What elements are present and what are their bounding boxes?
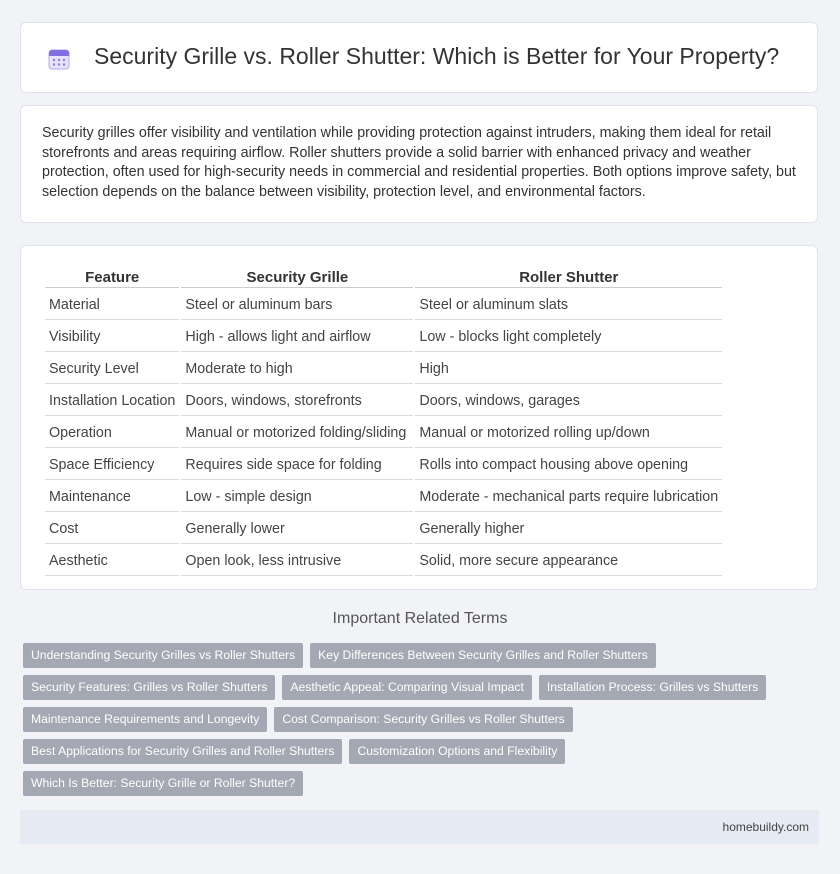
related-term-tag[interactable]: Understanding Security Grilles vs Roller Shutters xyxy=(23,643,303,668)
table-row xyxy=(45,546,722,576)
cell-roller-shutter: Generally higher xyxy=(415,514,722,544)
cell-feature: Material xyxy=(45,290,179,320)
tag-row xyxy=(23,739,813,764)
table-row xyxy=(45,418,722,448)
table-row xyxy=(45,450,722,480)
header-security-grille: Security Grille xyxy=(181,268,413,288)
tag-row xyxy=(23,707,813,732)
table-row xyxy=(45,354,722,384)
footer-site-link[interactable]: homebuildy.com xyxy=(722,820,809,834)
cell-security-grille: Doors, windows, storefronts xyxy=(181,386,413,416)
related-term-tag[interactable]: Maintenance Requirements and Longevity xyxy=(23,707,267,732)
tag-row xyxy=(23,675,813,700)
table-header-row xyxy=(45,268,722,288)
cell-security-grille: Manual or motorized folding/sliding xyxy=(181,418,413,448)
related-term-tag[interactable]: Customization Options and Flexibility xyxy=(349,739,565,764)
cell-feature: Visibility xyxy=(45,322,179,352)
cell-feature: Cost xyxy=(45,514,179,544)
cell-feature: Aesthetic xyxy=(45,546,179,576)
intro-paragraph: Security grilles offer visibility and ventilation while providing protection against intruders, making them ideal for retail storefronts and areas requiring airflow. Roller shutters provide a solid barrier with enhanced privacy and weather protection, often used for high-security needs in commercial and residential properties. Both options improve safety, but selection depends on the balance between visibility, protection level, and environmental factors. xyxy=(42,125,796,200)
tag-row xyxy=(23,771,813,796)
cell-security-grille: Requires side space for folding xyxy=(181,450,413,480)
calendar-icon xyxy=(47,47,71,71)
header-feature: Feature xyxy=(45,268,179,288)
cell-feature: Space Efficiency xyxy=(45,450,179,480)
cell-roller-shutter: Low - blocks light completely xyxy=(415,322,722,352)
cell-feature: Maintenance xyxy=(45,482,179,512)
intro-card xyxy=(20,105,818,223)
related-term-tag[interactable]: Cost Comparison: Security Grilles vs Roller Shutters xyxy=(274,707,572,732)
comparison-card xyxy=(20,245,818,590)
related-term-tag[interactable]: Aesthetic Appeal: Comparing Visual Impact xyxy=(282,675,532,700)
cell-security-grille: Low - simple design xyxy=(181,482,413,512)
tag-row xyxy=(23,643,813,668)
cell-feature: Installation Location xyxy=(45,386,179,416)
cell-roller-shutter: Manual or motorized rolling up/down xyxy=(415,418,722,448)
cell-roller-shutter: Rolls into compact housing above opening xyxy=(415,450,722,480)
title-card xyxy=(20,22,818,93)
table-row xyxy=(45,482,722,512)
cell-security-grille: Steel or aluminum bars xyxy=(181,290,413,320)
cell-feature: Operation xyxy=(45,418,179,448)
related-term-tag[interactable]: Best Applications for Security Grilles and Roller Shutters xyxy=(23,739,342,764)
cell-security-grille: Open look, less intrusive xyxy=(181,546,413,576)
related-term-tag[interactable]: Security Features: Grilles vs Roller Shutters xyxy=(23,675,275,700)
table-row xyxy=(45,386,722,416)
footer xyxy=(20,810,819,844)
cell-roller-shutter: Steel or aluminum slats xyxy=(415,290,722,320)
table-row xyxy=(45,514,722,544)
related-terms-list xyxy=(23,643,813,803)
related-term-tag[interactable]: Which Is Better: Security Grille or Roller Shutter? xyxy=(23,771,303,796)
related-term-tag[interactable]: Installation Process: Grilles vs Shutters xyxy=(539,675,766,700)
cell-feature: Security Level xyxy=(45,354,179,384)
cell-security-grille: High - allows light and airflow xyxy=(181,322,413,352)
cell-security-grille: Moderate to high xyxy=(181,354,413,384)
cell-roller-shutter: Doors, windows, garages xyxy=(415,386,722,416)
cell-security-grille: Generally lower xyxy=(181,514,413,544)
header-roller-shutter: Roller Shutter xyxy=(415,268,722,288)
cell-roller-shutter: High xyxy=(415,354,722,384)
table-row xyxy=(45,290,722,320)
page-title: Security Grille vs. Roller Shutter: Which is Better for Your Property? xyxy=(94,43,780,69)
table-row xyxy=(45,322,722,352)
cell-roller-shutter: Moderate - mechanical parts require lubrication xyxy=(415,482,722,512)
cell-roller-shutter: Solid, more secure appearance xyxy=(415,546,722,576)
related-term-tag[interactable]: Key Differences Between Security Grilles and Roller Shutters xyxy=(310,643,656,668)
comparison-table xyxy=(43,266,724,578)
related-terms-title: Important Related Terms xyxy=(332,610,508,627)
